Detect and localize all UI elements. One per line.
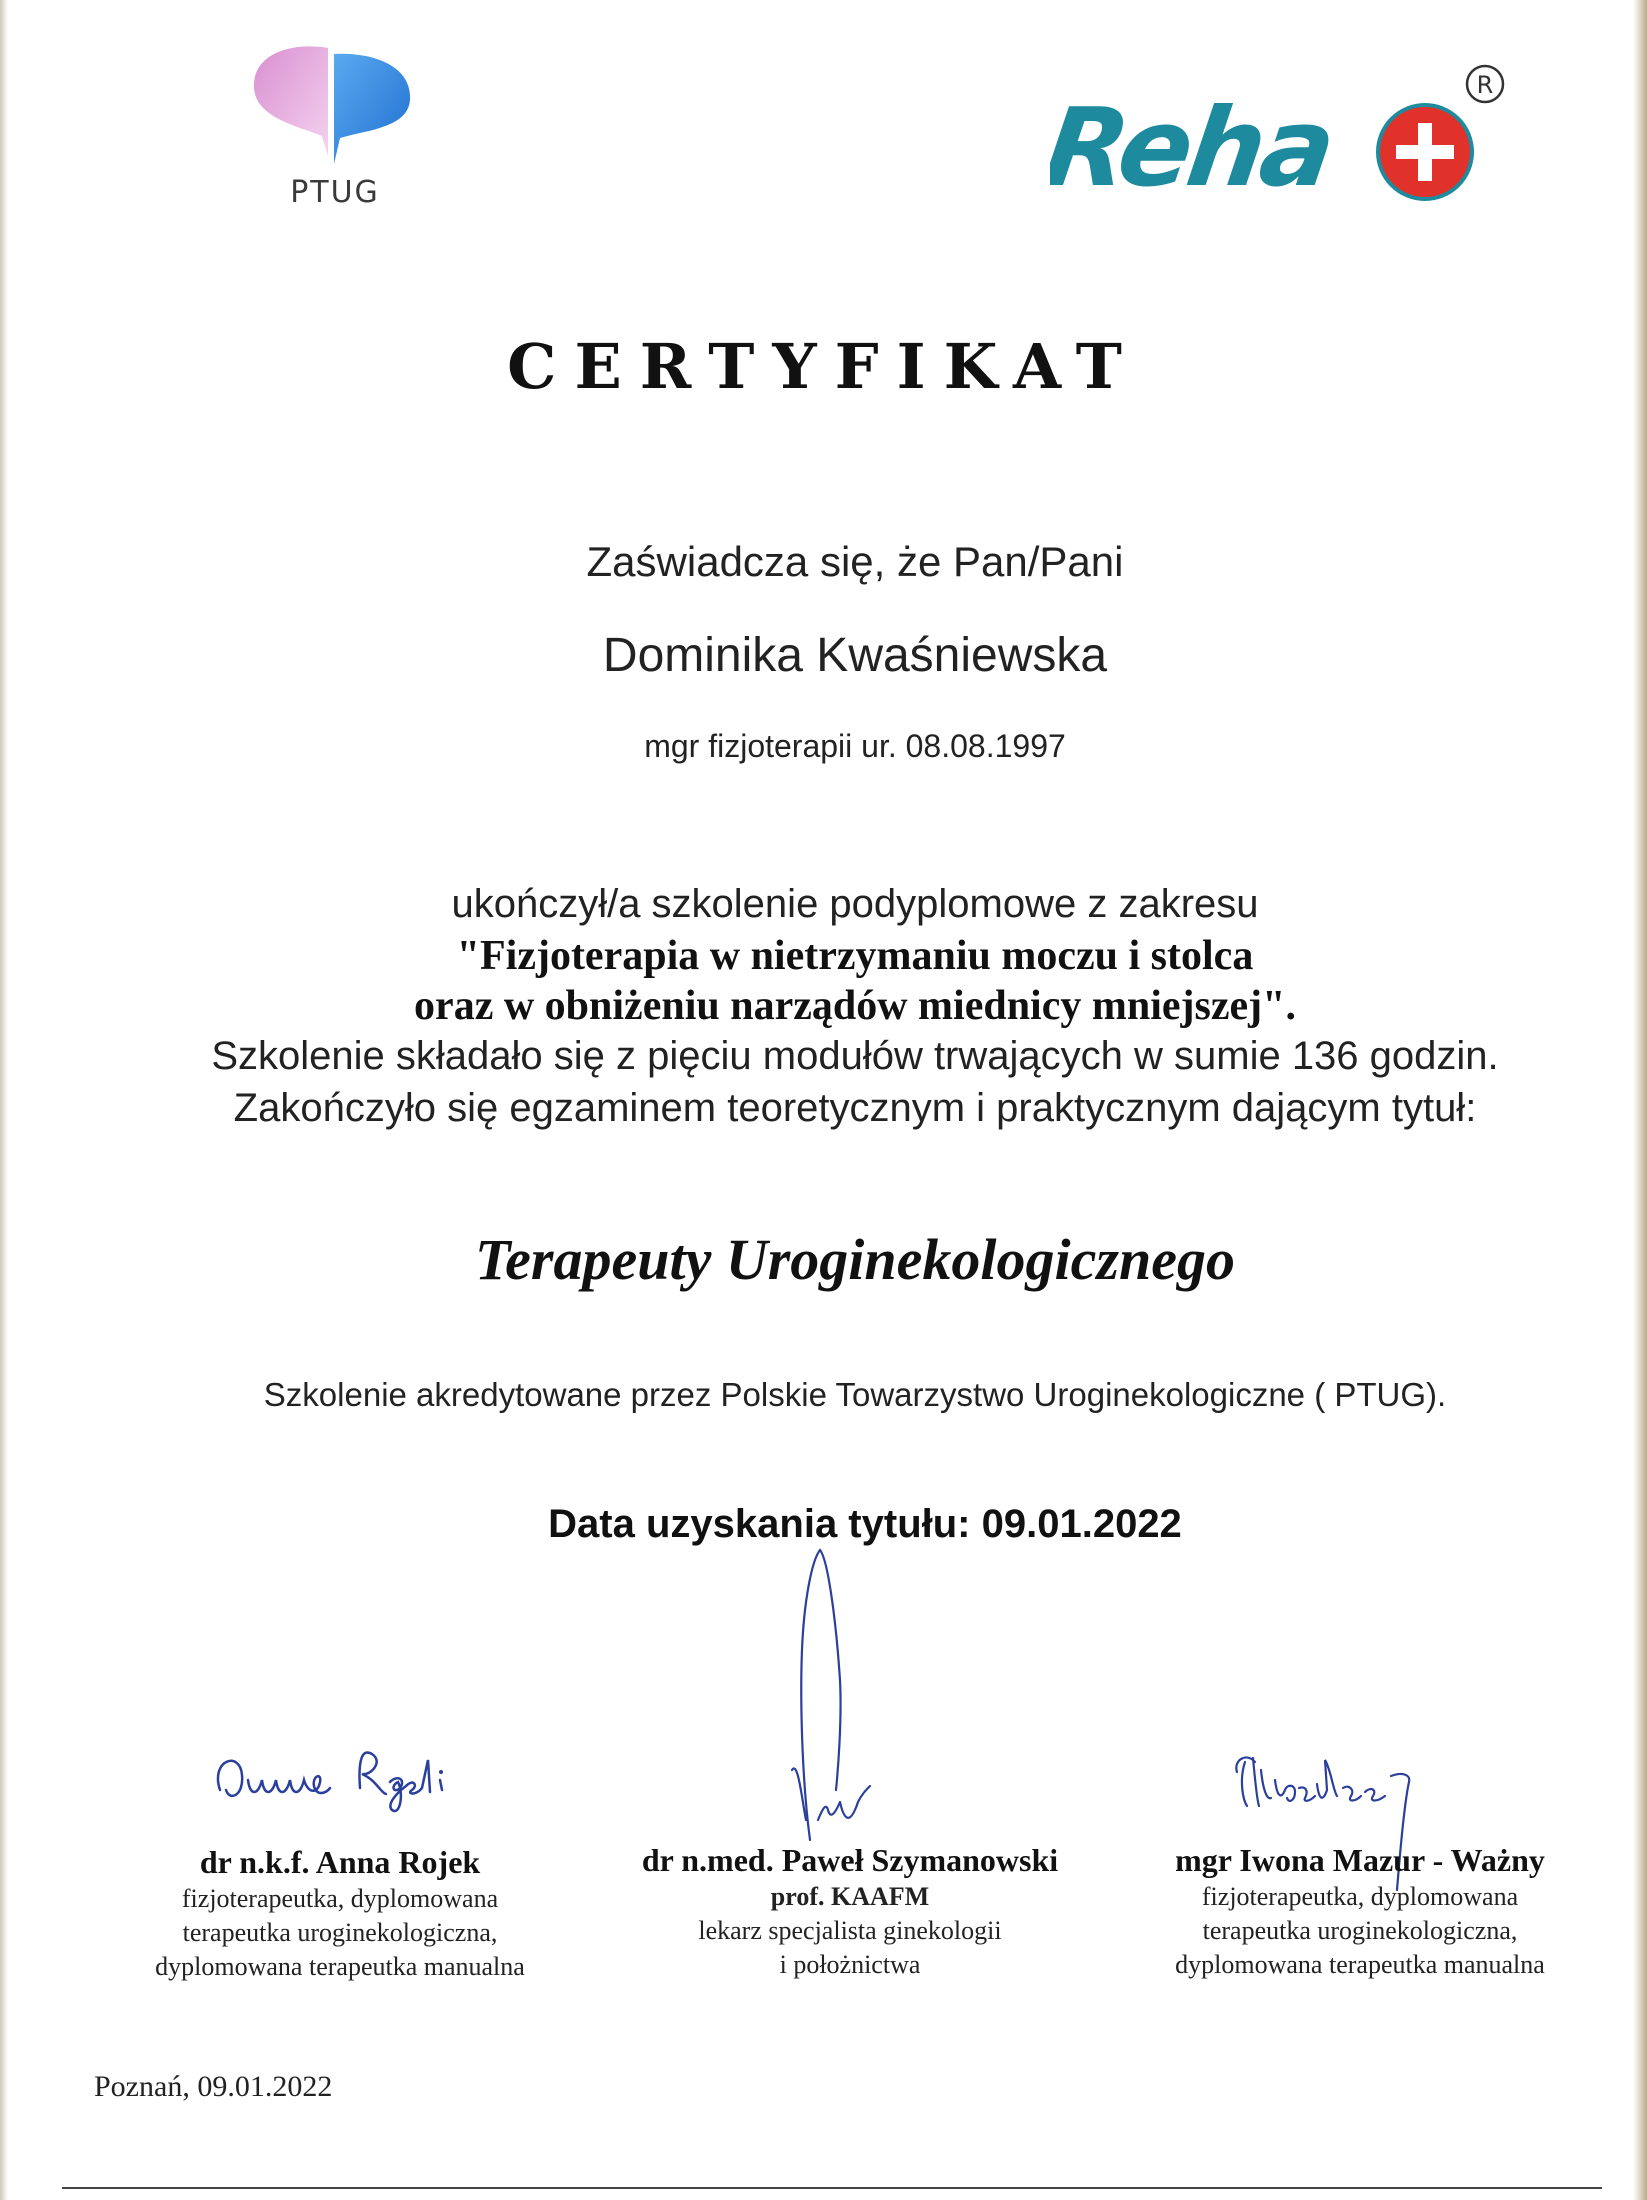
exam-line: Zakończyło się egzaminem teoretycznym i praktycznym dającym tytuł: (233, 1086, 1477, 1130)
signatory-subtitle: prof. KAAFM (770, 1882, 930, 1911)
signatory-role-line: dyplomowana terapeutka manualna (155, 1952, 525, 1981)
signatory-role-line: dyplomowana terapeutka manualna (1175, 1950, 1545, 1979)
certificate-title: CERTYFIKAT (507, 330, 1140, 403)
course-title-line-1: "Fizjoterapia w nietrzymaniu moczu i stolca (456, 933, 1254, 979)
signatory-name: mgr Iwona Mazur - Ważny (1175, 1842, 1545, 1878)
signatory-role-line: fizjoterapeutka, dyplomowana (1201, 1882, 1519, 1911)
intro-line: Zaświadcza się, że Pan/Pani (586, 538, 1124, 585)
course-title-line-2: oraz w obniżeniu narządów miednicy mniejszej". (414, 983, 1296, 1029)
signatory-role-line: i położnictwa (779, 1950, 921, 1979)
degree-line: mgr fizjoterapii ur. 08.08.1997 (644, 728, 1066, 764)
date-earned: Data uzyskania tytułu: 09.01.2022 (548, 1502, 1182, 1546)
signatory-role-line: terapeutka uroginekologiczna, (182, 1918, 498, 1947)
signatory-2 (600, 1840, 1100, 1982)
modules-line: Szkolenie składało się z pięciu modułów trwających w sumie 136 godzin. (211, 1034, 1499, 1078)
signatory-role-line: lekarz specjalista ginekologii (698, 1916, 1002, 1945)
reha-plus-logo (1050, 60, 1510, 210)
ptug-logo-label: PTUG (290, 175, 380, 210)
reha-wordmark: Reha (1050, 84, 1340, 210)
signature-anna-rojek (200, 1720, 500, 1830)
reha-plus-logo-icon (1050, 60, 1510, 210)
signature-pawel-szymanowski (740, 1540, 900, 1880)
signatory-1 (90, 1842, 590, 1984)
signatory-name: dr n.med. Paweł Szymanowski (641, 1842, 1059, 1878)
bottom-divider (62, 2187, 1602, 2189)
completed-line: ukończył/a szkolenie podyplomowe z zakresu (451, 882, 1259, 926)
signatory-role-line: fizjoterapeutka, dyplomowana (181, 1884, 499, 1913)
signatory-name: dr n.k.f. Anna Rojek (199, 1844, 481, 1880)
recipient-name: Dominika Kwaśniewska (602, 629, 1108, 682)
registered-mark: R (1476, 71, 1494, 99)
earned-title: Terapeuty Uroginekologicznego (475, 1227, 1235, 1292)
accreditation-line: Szkolenie akredytowane przez Polskie Towarzystwo Uroginekologiczne ( PTUG). (263, 1376, 1447, 1413)
signatory-3 (1110, 1840, 1610, 1982)
place-and-date: Poznań, 09.01.2022 (94, 2070, 333, 2103)
ptug-logo-mark-icon (240, 38, 430, 178)
signatory-role-line: terapeutka uroginekologiczna, (1202, 1916, 1518, 1945)
